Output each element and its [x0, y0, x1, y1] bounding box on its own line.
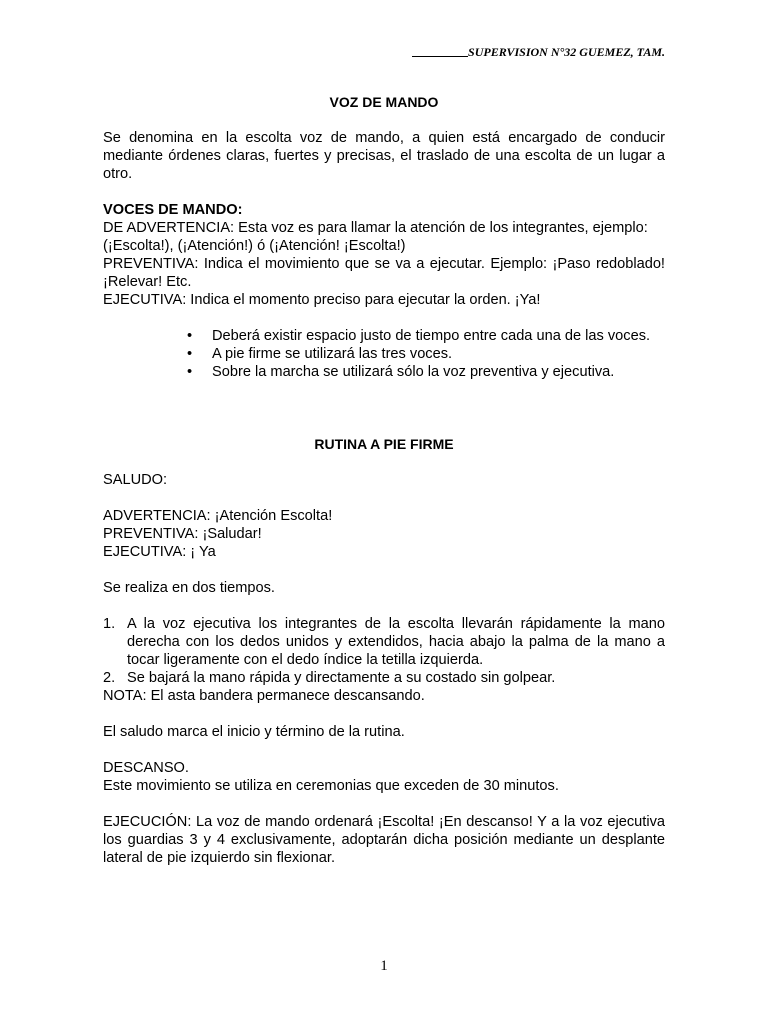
page-header [412, 45, 665, 60]
bullet-item: • Deberá existir espacio justo de tiempo entre cada una de las voces. [187, 327, 665, 345]
voces-bullet-list [103, 327, 665, 381]
section-title-rutina: RUTINA A PIE FIRME [314, 436, 454, 452]
step-number: 2. [103, 670, 116, 686]
preventiva-paragraph: PREVENTIVA: Indica el movimiento que se va a ejecutar. Ejemplo: ¡Paso redoblado! ¡Relevar! Etc. [103, 256, 665, 290]
step-item [103, 669, 665, 687]
saludo-heading: SALUDO: [103, 472, 168, 488]
voces-heading: VOCES DE MANDO: [103, 202, 243, 218]
step-text: Se bajará la mano rápida y directamente a su costado sin golpear. [127, 670, 556, 686]
step-text: A la voz ejecutiva los integrantes de la escolta llevarán rápidamente la mano derecha con los dedos unidos y extendidos, hacia abajo la palma de la mano a tocar ligeramente con el dedo índice la tetilla izquierda. [127, 616, 665, 668]
saludo-steps-list [103, 615, 665, 687]
advertencia-example: (¡Escolta!), (¡Atención!) ó (¡Atención! ¡Escolta!) [103, 238, 406, 254]
header-rule [412, 56, 468, 57]
saludo-marca-text: El saludo marca el inicio y término de la rutina. [103, 724, 405, 740]
ejecutiva-paragraph: EJECUTIVA: Indica el momento preciso para ejecutar la orden. ¡Ya! [103, 292, 541, 308]
saludo-preventiva: PREVENTIVA: ¡Saludar! [103, 526, 262, 542]
section-title-voz-de-mando: VOZ DE MANDO [329, 94, 439, 110]
page-number: 1 [380, 958, 388, 974]
intro-paragraph: Se denomina en la escolta voz de mando, a quien está encargado de conducir mediante órdenes claras, fuertes y precisas, el traslado de una escolta de un lugar a otro. [103, 130, 665, 182]
saludo-ejecutiva: EJECUTIVA: ¡ Ya [103, 544, 216, 560]
descanso-heading: DESCANSO. [103, 760, 189, 776]
nota-text: NOTA: El asta bandera permanece descansando. [103, 688, 425, 704]
step-item [103, 615, 665, 669]
bullet-item: • Sobre la marcha se utilizará sólo la voz preventiva y ejecutiva. [187, 363, 665, 381]
document-body [103, 93, 665, 867]
tiempos-text: Se realiza en dos tiempos. [103, 580, 275, 596]
descanso-description: Este movimiento se utiliza en ceremonias que exceden de 30 minutos. [103, 778, 559, 794]
advertencia-paragraph: DE ADVERTENCIA: Esta voz es para llamar la atención de los integrantes, ejemplo: [103, 220, 648, 236]
bullet-item: • A pie firme se utilizará las tres voces. [187, 345, 665, 363]
step-number: 1. [103, 616, 116, 632]
saludo-advertencia: ADVERTENCIA: ¡Atención Escolta! [103, 508, 333, 524]
header-text: SUPERVISION N°32 GUEMEZ, TAM. [468, 45, 665, 59]
ejecucion-paragraph: EJECUCIÓN: La voz de mando ordenará ¡Escolta! ¡En descanso! Y a la voz ejecutiva los guardias 3 y 4 exclusivamente, adoptarán dicha posición mediante un desplante lateral de pie izquierdo sin flexionar. [103, 814, 665, 866]
